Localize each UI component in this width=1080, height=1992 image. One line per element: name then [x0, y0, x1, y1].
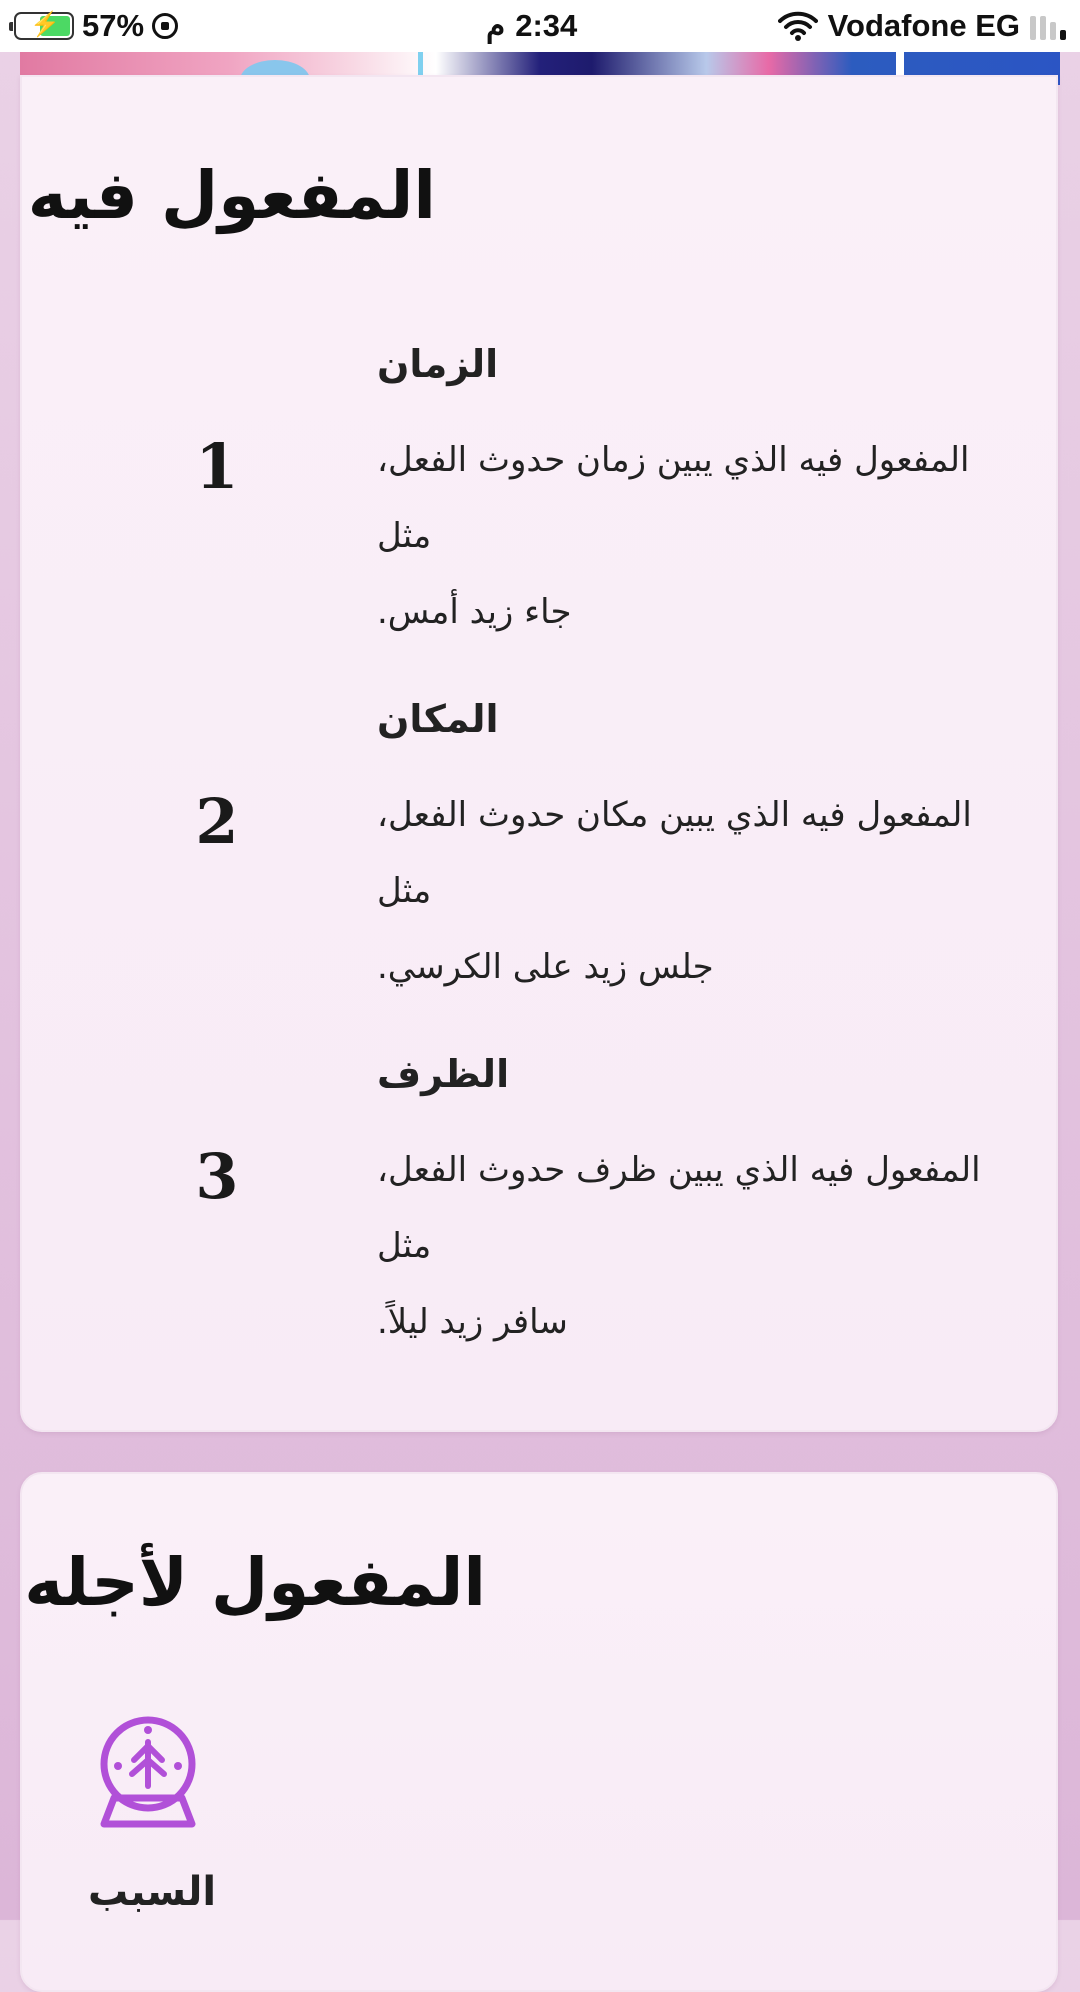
wifi-icon [778, 11, 818, 41]
list-item [22, 342, 1060, 632]
list-item [22, 697, 1060, 987]
section-title: المفعول لأجله [24, 1544, 486, 1621]
item-description: المفعول فيه الذي يبين مكان حدوث الفعل، مثل جلس زيد على الكرسي. [377, 795, 972, 987]
orientation-lock-icon [152, 13, 178, 39]
snow-globe-icon [96, 1714, 200, 1830]
clock-time: 2:34 [515, 8, 578, 43]
item-number: 2 [195, 785, 239, 858]
status-right [778, 0, 1066, 52]
status-left [14, 0, 178, 52]
item-heading: المكان [377, 697, 499, 741]
item-description: المفعول فيه الذي يبين زمان حدوث الفعل، مثل جاء زيد أمس. [377, 440, 970, 632]
section-title: المفعول فيه [27, 157, 436, 234]
section-card-maf3ul-fihi [20, 75, 1058, 1432]
item-heading: الظرف [377, 1052, 510, 1096]
item-number: 1 [195, 430, 239, 503]
item-heading: السبب [88, 1869, 217, 1915]
item-number: 3 [195, 1140, 239, 1213]
battery-percent: 57% [82, 8, 145, 43]
item-heading: الزمان [377, 342, 499, 386]
item-description: المفعول فيه الذي يبين ظرف حدوث الفعل، مثل سافر زيد ليلاً. [377, 1150, 981, 1342]
carrier-name: Vodafone EG [827, 8, 1020, 43]
status-bar [0, 0, 1080, 52]
time-suffix: م [486, 8, 506, 43]
battery-charging-icon: ⚡ [14, 12, 74, 40]
section-card-maf3ul-liajlihi [20, 1472, 1058, 1992]
list-item [22, 1052, 1060, 1342]
signal-icon [1030, 12, 1066, 40]
status-time [486, 0, 577, 52]
